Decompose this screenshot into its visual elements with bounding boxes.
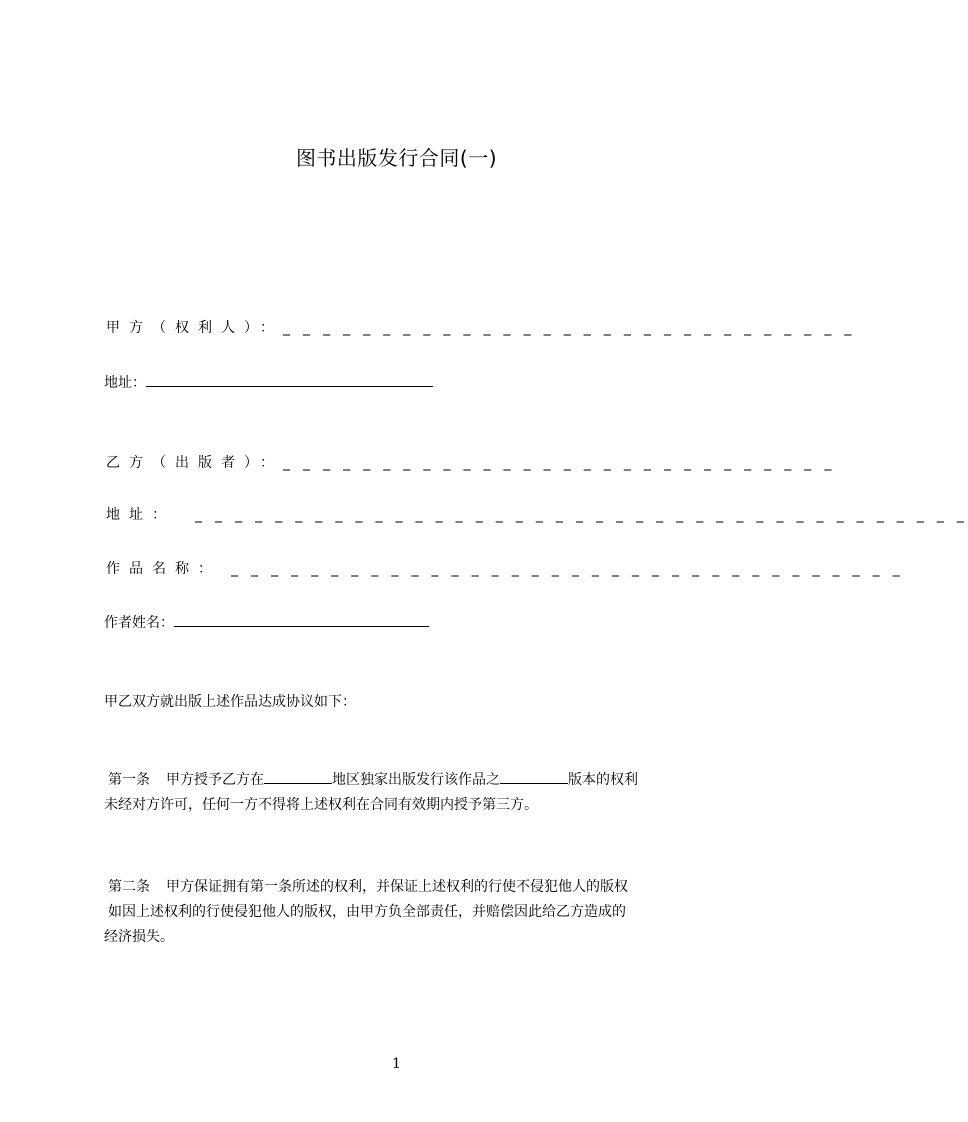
party-b-row (106, 453, 836, 473)
party-a-row (106, 318, 856, 338)
clause-2-line-3: 经济损失。 (104, 929, 174, 945)
party-b-address-blank: _ _ _ _ _ _ _ _ _ _ _ _ _ _ _ _ _ _ _ _ _ _ _ _ _ _ _ _ _ _ _ _ _ _ _ _ _ _ _ (195, 507, 968, 523)
clause-1-line-1 (104, 768, 638, 793)
clause-1-text-a: 甲方授予乙方在 (166, 772, 264, 788)
party-b-label: 乙方（出版者）： (106, 455, 283, 471)
party-a-label: 甲方（权利人）： (106, 320, 283, 336)
party-b-address-label: 地址： (106, 507, 175, 523)
clause-1 (104, 768, 638, 818)
clause-1-text-c: 版本的权利 (568, 772, 638, 788)
clause-1-region-blank (264, 769, 332, 784)
party-a-address-row (104, 372, 433, 393)
clause-2-line-1 (104, 875, 628, 900)
author-label: 作者姓名： (104, 615, 174, 631)
clause-2-text-1: 甲方保证拥有第一条所述的权利，并保证上述权利的行使不侵犯他人的版权 (166, 879, 628, 895)
clause-1-label: 第一条 (108, 772, 150, 788)
party-a-address-blank (146, 372, 433, 387)
page-number: 1 (392, 1056, 401, 1072)
party-a-address-label: 地址： (104, 375, 146, 391)
clause-1-line-2: 未经对方许可，任何一方不得将上述权利在合同有效期内授予第三方。 (104, 797, 538, 813)
page-title: 图书出版发行合同(一) (295, 146, 498, 170)
work-name-row (106, 559, 904, 579)
clause-2-label: 第二条 (108, 879, 150, 895)
party-b-address-row (106, 505, 968, 525)
clause-2-line-2: 如因上述权利的行使侵犯他人的版权，由甲方负全部责任，并赔偿因此给乙方造成的 (108, 904, 626, 920)
clause-2 (104, 875, 628, 950)
work-name-label: 作品名称： (106, 561, 221, 577)
party-b-blank: _ _ _ _ _ _ _ _ _ _ _ _ _ _ _ _ _ _ _ _ _ _ _ _ _ _ _ _ (283, 455, 836, 471)
work-name-blank: _ _ _ _ _ _ _ _ _ _ _ _ _ _ _ _ _ _ _ _ _ _ _ _ _ _ _ _ _ _ _ _ _ _ (231, 561, 904, 577)
author-row (104, 612, 429, 633)
party-a-blank: _ _ _ _ _ _ _ _ _ _ _ _ _ _ _ _ _ _ _ _ _ _ _ _ _ _ _ _ _ (283, 320, 856, 336)
agreement-intro: 甲乙双方就出版上述作品达成协议如下： (104, 694, 356, 710)
clause-1-text-b: 地区独家出版发行该作品之 (332, 772, 500, 788)
author-blank (174, 612, 429, 627)
clause-1-edition-blank (500, 769, 568, 784)
